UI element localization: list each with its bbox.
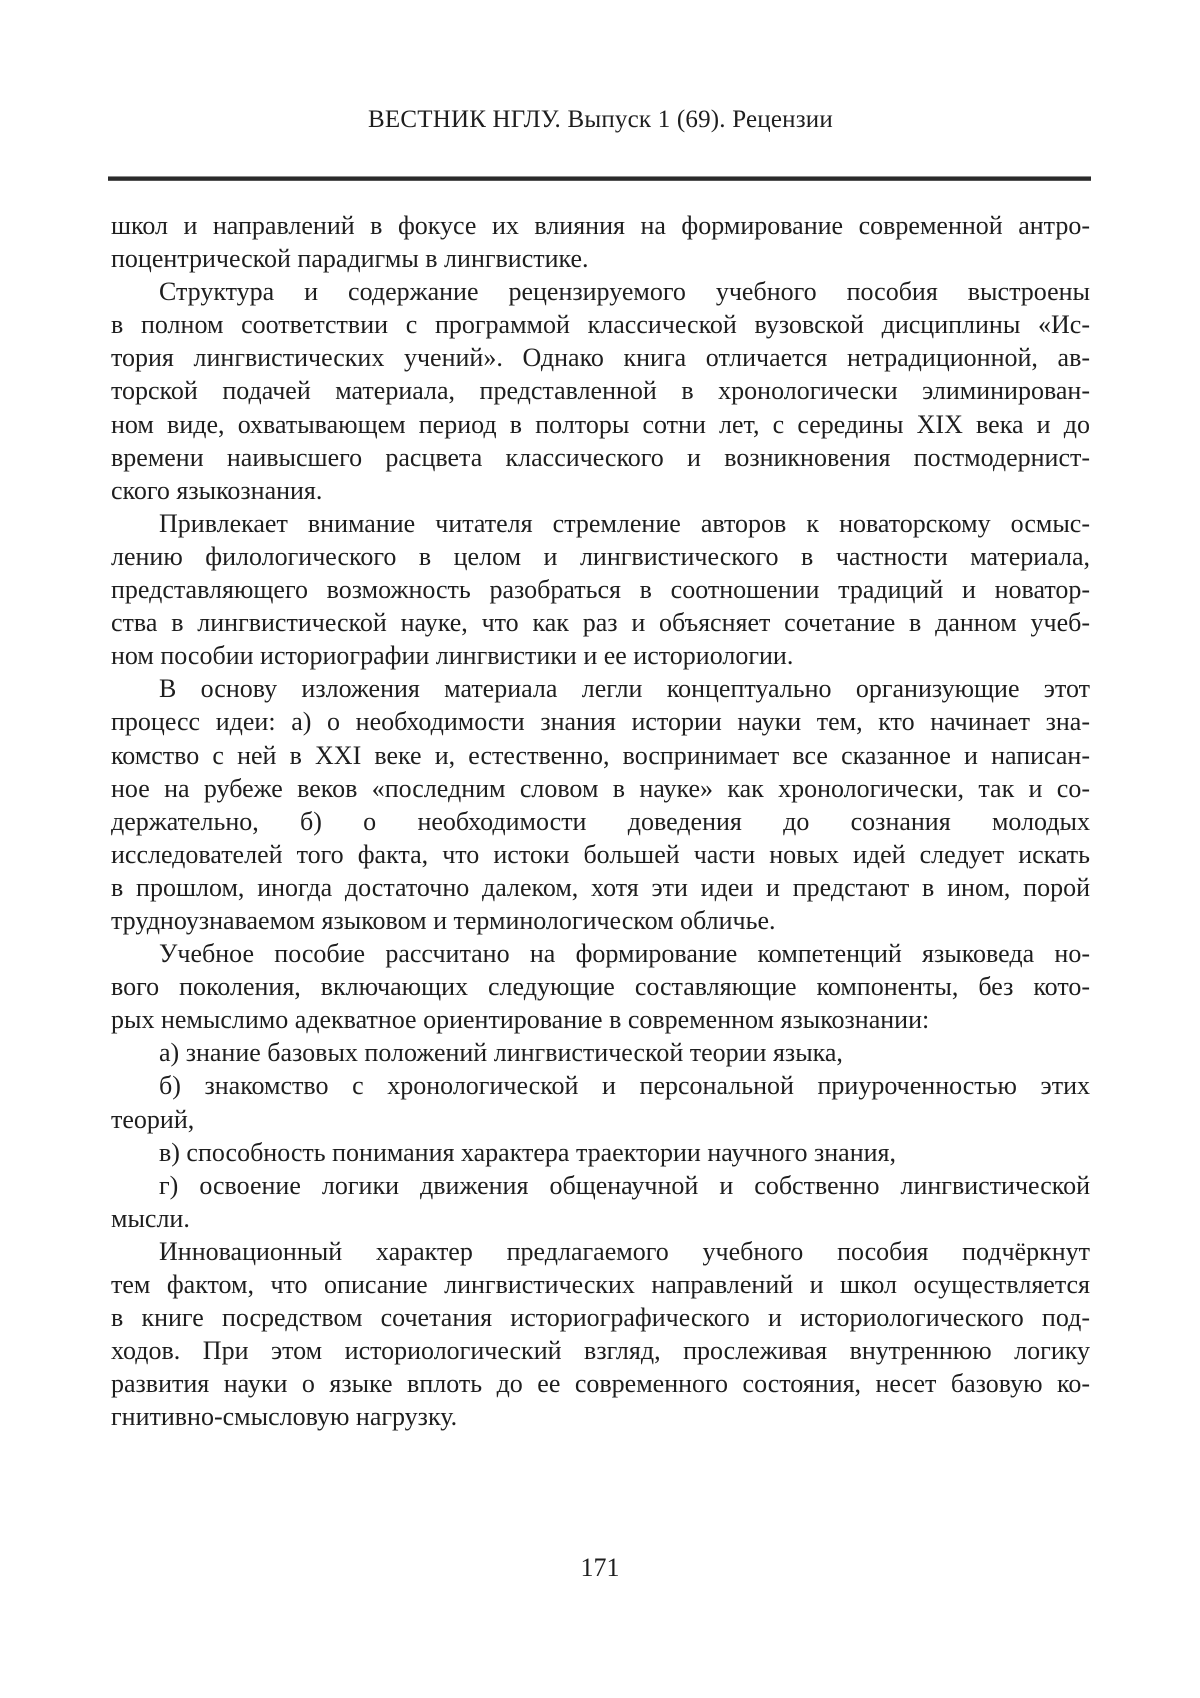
text-line: ства в лингвистической науке, что как раз и объясняет сочетание в данном учеб- bbox=[111, 608, 1090, 638]
text-line: вого поколения, включающих следующие составляющие компоненты, без кото- bbox=[111, 972, 1090, 1002]
text-line: торской подачей материала, представленной в хронологически элиминирован- bbox=[111, 376, 1090, 406]
text-line: лению филологического в целом и лингвистического в частности материала, bbox=[111, 541, 1090, 571]
text-line: б) знакомство с хронологической и персональной приуроченностью этих bbox=[159, 1071, 1090, 1101]
paragraph bbox=[111, 1069, 1090, 1135]
text-line: развития науки о языке вплоть до ее современного состояния, несет базовую ко- bbox=[111, 1369, 1090, 1399]
text-line: тем фактом, что описание лингвистических направлений и школ осуществляется bbox=[111, 1270, 1090, 1299]
article-body bbox=[111, 209, 1090, 1433]
text-line: Учебное пособие рассчитано на формирование компетенций языковеда но- bbox=[159, 939, 1090, 969]
text-line: ном виде, охватывающем период в полторы сотни лет, с середины XIX века и до bbox=[111, 409, 1090, 439]
text-line: ходов. При этом историологический взгляд, прослеживая внутреннюю логику bbox=[111, 1336, 1090, 1366]
page-number: 171 bbox=[580, 1553, 620, 1582]
text-line: процесс идеи: а) о необходимости знания истории науки тем, кто начинает зна- bbox=[111, 707, 1090, 737]
text-line: ное на рубеже веков «последним словом в науке» как хронологически, так и со- bbox=[111, 773, 1090, 803]
text-line: в прошлом, иногда достаточно далеком, хотя эти идеи и предстают в ином, порой bbox=[111, 872, 1090, 902]
text-line: школ и направлений в фокусе их влияния на формирование современной антро- bbox=[111, 211, 1090, 240]
text-line: ского языкознания. bbox=[111, 475, 323, 505]
text-line: теорий, bbox=[111, 1104, 195, 1134]
text-line: г) освоение логики движения общенаучной и собственно лингвистической bbox=[159, 1170, 1090, 1200]
text-line: поцентрической парадигмы в лингвистике. bbox=[111, 244, 589, 274]
text-line: представляющего возможность разобраться в соотношении традиций и новатор- bbox=[111, 575, 1090, 605]
running-head: ВЕСТНИК НГЛУ. Выпуск 1 (69). Рецензии bbox=[368, 106, 833, 133]
text-line: комство с ней в XXI веке и, естественно, воспринимает все сказанное и написан- bbox=[111, 740, 1090, 770]
text-line: трудноузнаваемом языковом и терминологическом обличье. bbox=[111, 905, 776, 935]
text-line: Инновационный характер предлагаемого учебного пособия подчёркнут bbox=[159, 1236, 1090, 1266]
text-line: Привлекает внимание читателя стремление авторов к новаторскому осмыс- bbox=[159, 508, 1090, 538]
text-line: мысли. bbox=[111, 1203, 190, 1233]
paragraph bbox=[111, 1169, 1090, 1235]
paragraph bbox=[111, 507, 1090, 672]
text-line: а) знание базовых положений лингвистической теории языка, bbox=[159, 1038, 843, 1068]
text-line: в) способность понимания характера траектории научного знания, bbox=[159, 1137, 896, 1167]
text-line: В основу изложения материала легли концептуально организующие этот bbox=[159, 674, 1090, 704]
text-line: рых немыслимо адекватное ориентирование в современном языкознании: bbox=[111, 1005, 930, 1035]
paragraph bbox=[111, 209, 1090, 275]
text-line: гнитивно-смысловую нагрузку. bbox=[111, 1402, 458, 1432]
paragraph bbox=[111, 937, 1090, 1036]
text-line: исследователей того факта, что истоки большей части новых идей следует искать bbox=[111, 839, 1090, 869]
header-rule bbox=[108, 176, 1091, 181]
paragraph bbox=[111, 1235, 1090, 1434]
text-line: держательно, б) о необходимости доведения до сознания молодых bbox=[111, 806, 1090, 836]
text-line: времени наивысшего расцвета классического и возникновения постмодернист- bbox=[111, 442, 1090, 472]
text-line: Структура и содержание рецензируемого учебного пособия выстроены bbox=[159, 277, 1090, 307]
text-line: тория лингвистических учений». Однако книга отличается нетрадиционной, ав- bbox=[111, 343, 1090, 373]
paragraph bbox=[111, 275, 1090, 507]
paragraph bbox=[111, 1136, 1090, 1169]
text-line: ном пособии историографии лингвистики и ее историологии. bbox=[111, 641, 794, 671]
paragraph bbox=[111, 1036, 1090, 1069]
paragraph bbox=[111, 672, 1090, 937]
text-line: в полном соответствии с программой классической вузовской дисциплины «Ис- bbox=[111, 310, 1090, 340]
text-line: в книге посредством сочетания историографического и историологического под- bbox=[111, 1303, 1090, 1333]
